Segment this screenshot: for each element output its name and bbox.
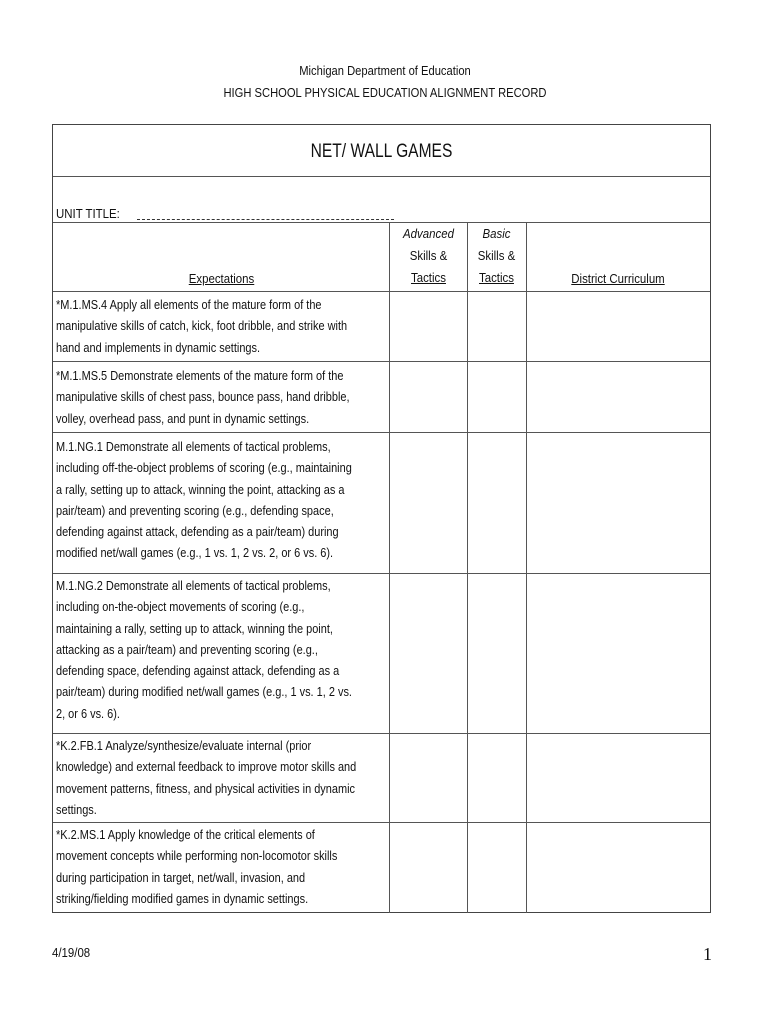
expectations-header: Expectations <box>188 271 255 286</box>
page-number: 1 <box>703 944 712 964</box>
divider-row-1 <box>53 361 710 362</box>
alignment-form <box>52 124 711 913</box>
unit-title-label: UNIT TITLE: <box>56 206 120 221</box>
divider-col-2 <box>467 222 468 913</box>
expectation-cell-3: M.1.NG.1 Demonstrate all elements of tactical problems, including off-the-object problems of scoring (e.g., maintaining a rally, setting up to attack, winning the point, attacking as a pair/team) and preventing scoring (e.g., defending space, defending against attack, defending as a pair/team) during modified net/wall games (e.g., 1 vs. 1, 2 vs. 2, or 6 vs. 6). <box>56 440 352 561</box>
unit-title-field[interactable] <box>137 219 394 220</box>
divider-row-2 <box>53 432 710 433</box>
divider-col-3 <box>526 222 527 913</box>
form-title: NET/ WALL GAMES <box>310 141 453 162</box>
expectation-cell-4: M.1.NG.2 Demonstrate all elements of tactical problems, including on-the-object movements of scoring (e.g., maintaining a rally, setting up to attack, winning the point, attacking as a pair/team) and preventing scoring (e.g., defending space, defending against attack, defending as a pair/team) during modified net/wall games (e.g., 1 vs. 1, 2 vs. 2, or 6 vs. 6). <box>56 579 352 721</box>
expectation-cell-6: *K.2.MS.1 Apply knowledge of the critical elements of movement concepts while performing non-locomotor skills during participation in target, net/wall, invasion, and striking/fielding modified games in dynamic settings. <box>56 828 338 906</box>
header-agency: Michigan Department of Education <box>299 63 471 78</box>
divider-row-5 <box>53 822 710 823</box>
divider-row-header <box>53 291 710 292</box>
basic-skills-header: Basic Skills & Tactics <box>477 226 516 285</box>
divider-row-4 <box>53 733 710 734</box>
divider-col-1 <box>389 222 390 913</box>
expectation-cell-5: *K.2.FB.1 Analyze/synthesize/evaluate internal (prior knowledge) and external feedback to improve motor skills and movement patterns, fitness, and physical activities in dynamic settings. <box>56 739 357 817</box>
district-curriculum-header: District Curriculum <box>571 271 665 286</box>
footer-date: 4/19/08 <box>52 945 91 960</box>
form-title-row <box>53 125 710 177</box>
advanced-skills-header: Advanced Skills & Tactics <box>403 226 454 285</box>
expectation-cell-1: *M.1.MS.4 Apply all elements of the mature form of the manipulative skills of catch, kick, foot dribble, and strike with hand and implements in dynamic settings. <box>56 298 348 355</box>
divider-row-3 <box>53 573 710 574</box>
header-record-title: HIGH SCHOOL PHYSICAL EDUCATION ALIGNMENT RECORD <box>223 85 547 100</box>
expectation-cell-2: *M.1.MS.5 Demonstrate elements of the mature form of the manipulative skills of chest pass, bounce pass, hand dribble, volley, overhead pass, and punt in dynamic settings. <box>56 369 350 426</box>
unit-title-row <box>53 177 710 223</box>
